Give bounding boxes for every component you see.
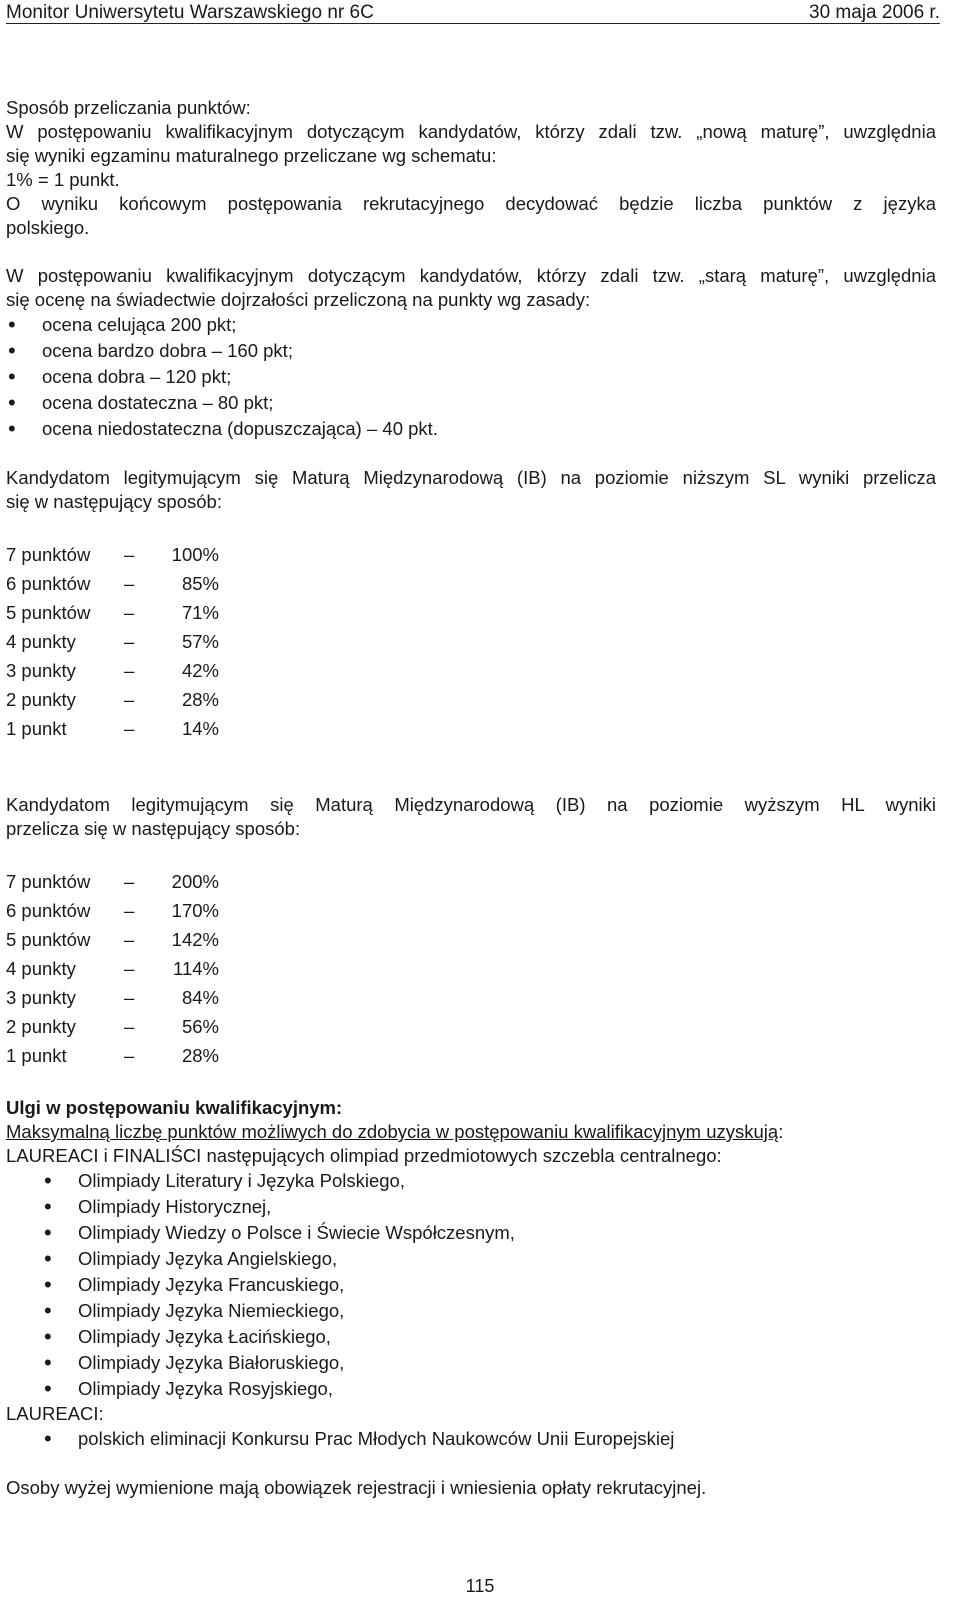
publication-date: 30 maja 2006 r. <box>809 2 940 23</box>
table-cell-percent: 42% <box>181 660 219 681</box>
ib-hl-conversion-table <box>6 867 936 1070</box>
conversion-formula: 1% = 1 punkt. <box>6 169 120 190</box>
document-body <box>6 96 936 1500</box>
table-cell-percent: 28% <box>181 1045 219 1066</box>
list-item: • Olimpiady Języka Łacińskiego, <box>6 1324 936 1350</box>
table-cell-dash: – <box>124 573 135 594</box>
table-cell-percent: 170% <box>171 900 219 921</box>
list-item: • Olimpiady Wiedzy o Polsce i Świecie Współczesnym, <box>6 1220 936 1246</box>
table-cell-dash: – <box>124 602 135 623</box>
table-cell-points: 7 punktów <box>6 871 91 892</box>
table-cell-dash: – <box>124 631 135 652</box>
table-cell-percent: 100% <box>171 544 219 565</box>
section-heading-scoring: Sposób przeliczania punktów: <box>6 97 251 118</box>
table-cell-percent: 200% <box>171 871 219 892</box>
table-cell-percent: 114% <box>173 958 219 979</box>
ib-hl-line-2: przelicza się w następujący sposób: <box>6 818 301 839</box>
ib-sl-conversion-table <box>6 540 936 743</box>
table-cell-points: 5 punktów <box>6 602 91 623</box>
table-cell-percent: 71% <box>181 602 219 623</box>
table-cell-points: 5 punktów <box>6 929 91 950</box>
new-matura-line-1: W postępowaniu kwalifikacyjnym dotyczącym kandydatów, którzy zdali tzw. „nową maturę”, uwzględnia <box>6 121 936 142</box>
table-cell-points: 6 punktów <box>6 573 91 594</box>
table-cell-dash: – <box>124 1016 135 1037</box>
page-header <box>6 0 940 26</box>
section-heading-relief: Ulgi w postępowaniu kwalifikacyjnym: <box>6 1097 343 1118</box>
list-item: • Olimpiady Języka Niemieckiego, <box>6 1298 936 1324</box>
table-cell-dash: – <box>124 718 135 739</box>
new-matura-line-2: się wyniki egzaminu maturalnego przeliczane wg schematu: <box>6 145 497 166</box>
table-cell-points: 1 punkt <box>6 1045 67 1066</box>
list-item: • ocena celująca 200 pkt; <box>6 312 936 338</box>
ib-sl-line-2: się w następujący sposób: <box>6 491 222 512</box>
list-item: • ocena dostateczna – 80 pkt; <box>6 390 936 416</box>
max-points-text: Maksymalną liczbę punktów możliwych do zdobycia w postępowaniu kwalifikacyjnym uzyskują <box>6 1121 779 1142</box>
table-cell-dash: – <box>124 689 135 710</box>
table-cell-dash: – <box>124 544 135 565</box>
table-cell-dash: – <box>124 900 135 921</box>
table-cell-dash: – <box>124 987 135 1008</box>
competition-list <box>6 1426 936 1452</box>
table-cell-points: 4 punkty <box>6 958 76 979</box>
table-cell-points: 1 punkt <box>6 718 67 739</box>
table-cell-points: 4 punkty <box>6 631 76 652</box>
table-cell-percent: 85% <box>181 573 219 594</box>
list-item: • ocena bardzo dobra – 160 pkt; <box>6 338 936 364</box>
table-cell-points: 7 punktów <box>6 544 91 565</box>
ib-sl-line-1: Kandydatom legitymującym się Maturą Międzynarodową (IB) na poziomie niższym SL wyniki przelicza <box>6 467 936 488</box>
table-cell-dash: – <box>124 1045 135 1066</box>
table-cell-points: 3 punkty <box>6 987 76 1008</box>
table-cell-percent: 142% <box>171 929 219 950</box>
max-points-colon: : <box>778 1121 784 1142</box>
grade-list <box>6 312 936 442</box>
table-cell-percent: 84% <box>181 987 219 1008</box>
table-cell-percent: 56% <box>181 1016 219 1037</box>
list-item: • ocena dobra – 120 pkt; <box>6 364 936 390</box>
table-cell-dash: – <box>124 660 135 681</box>
max-points-line <box>6 1120 936 1144</box>
final-result-line-1: O wyniku końcowym postępowania rekrutacyjnego decydować będzie liczba punktów z języka <box>6 193 936 214</box>
list-item: • ocena niedostateczna (dopuszczająca) – 40 pkt. <box>6 416 936 442</box>
table-cell-points: 2 punkty <box>6 1016 76 1037</box>
table-cell-points: 6 punktów <box>6 900 91 921</box>
list-item: • Olimpiady Języka Białoruskiego, <box>6 1350 936 1376</box>
table-cell-percent: 14% <box>181 718 219 739</box>
table-cell-percent: 28% <box>181 689 219 710</box>
list-item: • Olimpiady Literatury i Języka Polskiego, <box>6 1168 936 1194</box>
table-cell-dash: – <box>124 871 135 892</box>
page-number: 115 <box>465 1576 495 1596</box>
table-cell-percent: 57% <box>181 631 219 652</box>
old-matura-line-1: W postępowaniu kwalifikacyjnym dotyczącym kandydatów, którzy zdali tzw. „starą maturę”, uwzględnia <box>6 265 936 286</box>
ib-hl-line-1: Kandydatom legitymującym się Maturą Międzynarodową (IB) na poziomie wyższym HL wyniki <box>6 794 936 815</box>
laureates-finalists-line: LAUREACI i FINALIŚCI następujących olimpiad przedmiotowych szczebla centralnego: <box>6 1145 722 1166</box>
laureates-line: LAUREACI: <box>6 1403 104 1424</box>
list-item: • Olimpiady Języka Francuskiego, <box>6 1272 936 1298</box>
publication-title: Monitor Uniwersytetu Warszawskiego nr 6C <box>6 2 374 23</box>
old-matura-line-2: się ocenę na świadectwie dojrzałości przeliczoną na punkty wg zasady: <box>6 289 591 310</box>
olympiad-list <box>6 1168 936 1402</box>
final-result-line-2: polskiego. <box>6 217 90 238</box>
list-item: • Olimpiady Języka Angielskiego, <box>6 1246 936 1272</box>
list-item: • polskich eliminacji Konkursu Prac Młodych Naukowców Unii Europejskiej <box>6 1426 936 1452</box>
list-item: • Olimpiady Historycznej, <box>6 1194 936 1220</box>
table-cell-points: 3 punkty <box>6 660 76 681</box>
registration-note: Osoby wyżej wymienione mają obowiązek rejestracji i wniesienia opłaty rekrutacyjnej. <box>6 1477 707 1498</box>
table-cell-dash: – <box>124 958 135 979</box>
header-rule <box>6 23 940 24</box>
table-cell-points: 2 punkty <box>6 689 76 710</box>
table-cell-dash: – <box>124 929 135 950</box>
list-item: • Olimpiady Języka Rosyjskiego, <box>6 1376 936 1402</box>
